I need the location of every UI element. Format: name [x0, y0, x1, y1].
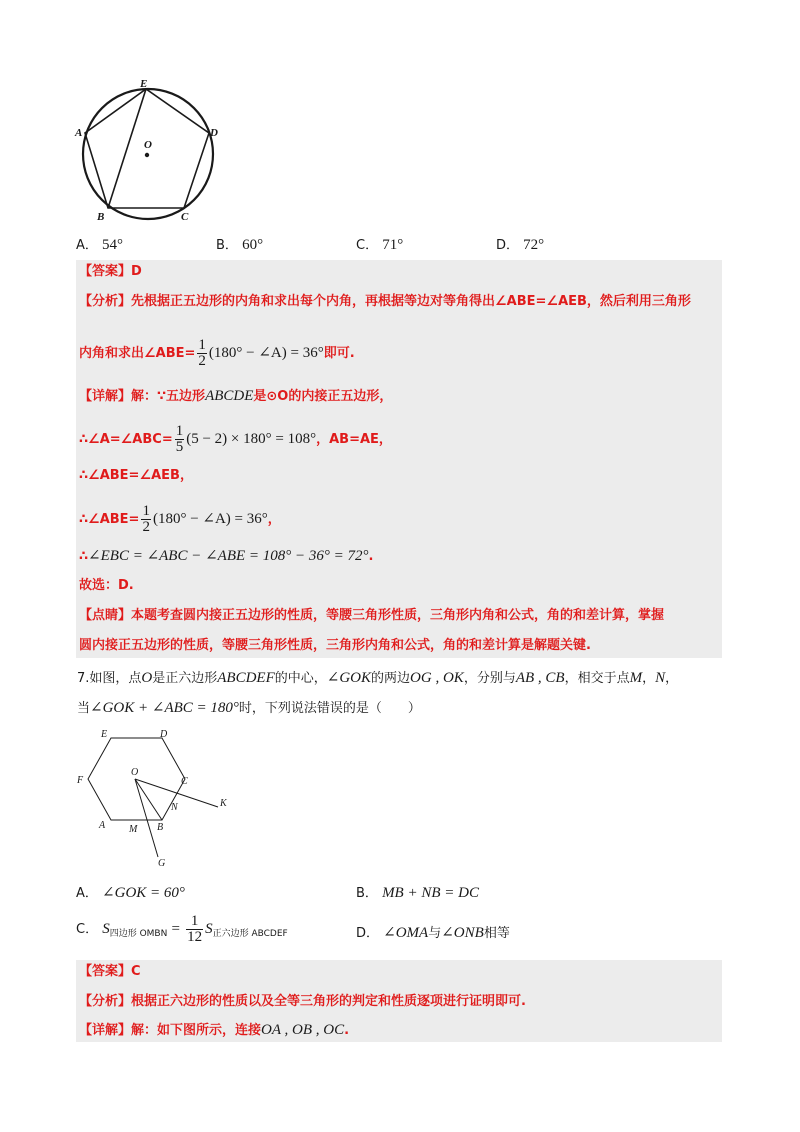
q6-detail-step1: ∴∠A=∠ABC= $\frac{1}{5}$ (5 − 2) × 180° = 108°，AB=AE， — [79, 423, 392, 455]
option-value: 71° — [382, 237, 404, 253]
option-letter: C． — [356, 238, 379, 253]
q7-stem-line1: 7.如图，点O是正六边形ABCDEF的中心，∠GOK的两边OG , OK，分别与AB , CB，相交于点M，N， — [77, 670, 679, 686]
q6-detail-step3: ∴∠ABE= $\frac{1}{2}$ (180° − ∠A) = 36°， — [79, 503, 281, 535]
q6-analysis-line2: 内角和求出∠ABE= $\frac{1}{2}$ (180° − ∠A) = 36°即可. — [79, 337, 355, 369]
label-e: E — [101, 729, 108, 740]
label-c: C — [181, 211, 189, 223]
fraction-fifth: $\frac{1}{5}$ — [175, 423, 184, 455]
label-g: G — [158, 858, 166, 869]
q7-option-a[interactable]: A． ∠GOK = 60° — [76, 885, 185, 901]
q6-option-a[interactable] — [76, 234, 123, 254]
label-b: B — [157, 822, 164, 833]
segment-ob — [135, 779, 162, 820]
q6-answer: 【答案】D — [79, 264, 142, 279]
center-point-o — [145, 153, 149, 157]
label-e: E — [140, 78, 148, 90]
q6-analysis-line1: 【分析】先根据正五边形的内角和求出每个内角，再根据等边对等角得出∠ABE=∠AEB，然后利用三角形 — [79, 294, 691, 309]
q7-answer: 【答案】C — [79, 964, 141, 979]
option-value: 72° — [523, 237, 545, 253]
q6-detail-step4: ∴∠EBC = ∠ABC − ∠ABE = 108° − 36° = 72°. — [79, 548, 374, 564]
q6-comment-line2: 圆内接正五边形的性质，等腰三角形性质，三角形内角和公式，角的和差计算是解题关键. — [79, 638, 591, 653]
q6-detail-step2: ∴∠ABE=∠AEB， — [79, 468, 193, 483]
q7-solution-box — [76, 960, 722, 1042]
label-f: F — [77, 775, 84, 786]
label-o: O — [144, 139, 152, 151]
q6-choice: 故选：D. — [79, 578, 134, 593]
label-o: O — [131, 767, 139, 778]
label-d: D — [210, 127, 218, 139]
q7-option-d[interactable]: D． ∠OMA与∠ONB相等 — [356, 925, 510, 941]
option-letter: B． — [216, 238, 238, 253]
q6-solution-box — [76, 260, 722, 658]
q6-comment-line1: 【点睛】本题考查圆内接正五边形的性质，等腰三角形性质，三角形内角和公式，角的和差计算，掌握 — [79, 608, 665, 623]
q7-option-c[interactable]: C． $S_{四边形 OMBN}$ = $\frac{1}{12}$ $S_{正六边形 ABCDEF}$ — [76, 913, 288, 945]
hexagon-figure — [74, 724, 244, 870]
label-n: N — [171, 802, 178, 813]
label-b: B — [97, 211, 105, 223]
option-value: 54° — [102, 237, 124, 253]
label-a: A — [75, 127, 83, 139]
pentagon-circle-figure — [74, 76, 224, 224]
option-letter: A． — [76, 238, 98, 253]
q6-detail-intro: 【详解】解：∵五边形ABCDE是⊙O的内接正五边形， — [79, 388, 393, 404]
label-m: M — [129, 824, 138, 835]
fraction-twelfth: $\frac{1}{12}$ — [187, 913, 203, 945]
option-letter: D． — [496, 238, 520, 253]
segment-be — [108, 89, 146, 208]
label-c: C — [181, 776, 188, 787]
q6-option-c[interactable] — [356, 234, 403, 254]
label-d: D — [160, 729, 168, 740]
q6-option-d[interactable] — [496, 234, 544, 254]
fraction-half: $\frac{1}{2}$ — [142, 503, 150, 535]
option-value: 60° — [242, 237, 264, 253]
ray-og — [135, 779, 158, 857]
q7-stem-line2: 当∠GOK + ∠ABC = 180°时，下列说法错误的是（ ） — [77, 700, 421, 716]
q7-detail: 【详解】解：如下图所示，连接OA , OB , OC. — [79, 1022, 350, 1038]
fraction-half: $\frac{1}{2}$ — [198, 337, 206, 369]
label-a: A — [99, 820, 106, 831]
q6-option-b[interactable] — [216, 234, 263, 254]
q7-option-b[interactable]: B． MB + NB = DC — [356, 885, 479, 901]
label-k: K — [220, 798, 227, 809]
q7-analysis: 【分析】根据正六边形的性质以及全等三角形的判定和性质逐项进行证明即可. — [79, 994, 526, 1009]
